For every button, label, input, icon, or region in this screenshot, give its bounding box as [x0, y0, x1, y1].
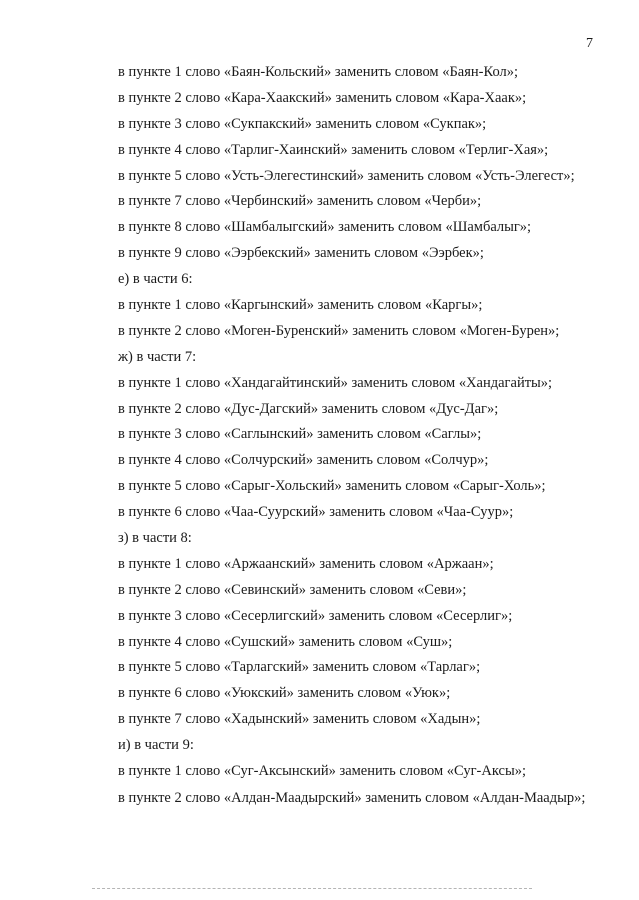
text-line: в пункте 7 слово «Хадынский» заменить словом «Хадын»;: [118, 711, 481, 728]
document-body: [84, 60, 594, 811]
text-line: в пункте 6 слово «Уюкский» заменить словом «Уюк»;: [118, 685, 451, 702]
text-line: в пункте 1 слово «Каргынский» заменить словом «Каргы»;: [118, 297, 483, 314]
section-heading: е) в части 6:: [118, 271, 193, 288]
section-heading: ж) в части 7:: [118, 348, 197, 365]
text-line: в пункте 5 слово «Усть-Элегестинский» заменить словом «Усть-Элегест»;: [118, 167, 575, 184]
text-line: в пункте 2 слово «Кара-Хаакский» заменить словом «Кара-Хаак»;: [118, 89, 527, 106]
text-line: в пункте 5 слово «Тарлагский» заменить словом «Тарлаг»;: [118, 659, 481, 676]
text-line: в пункте 1 слово «Суг-Аксынский» заменить словом «Суг-Аксы»;: [118, 763, 526, 780]
text-line: в пункте 1 слово «Хандагайтинский» заменить словом «Хандагайты»;: [118, 374, 553, 391]
text-line: в пункте 2 слово «Моген-Буренский» заменить словом «Моген-Бурен»;: [118, 322, 560, 339]
text-line: в пункте 5 слово «Сарыг-Хольский» заменить словом «Сарыг-Холь»;: [118, 478, 546, 495]
text-line: в пункте 1 слово «Баян-Кольский» заменить словом «Баян-Кол»;: [118, 64, 519, 80]
text-line: в пункте 2 слово «Севинский» заменить словом «Севи»;: [118, 581, 467, 598]
section-heading: з) в части 8:: [118, 530, 192, 547]
text-line: в пункте 9 слово «Ээрбекский» заменить словом «Ээрбек»;: [118, 245, 484, 262]
text-line: в пункте 4 слово «Сушский» заменить словом «Суш»;: [118, 633, 453, 650]
final-paragraph: в пункте 2 слово «Алдан-Маадырский» заменить словом «Алдан-Маадыр»;: [118, 789, 586, 806]
text-line: в пункте 1 слово «Аржаанский» заменить словом «Аржаан»;: [118, 555, 494, 572]
text-line: в пункте 3 слово «Сесерлигский» заменить словом «Сесерлиг»;: [118, 607, 513, 624]
text-line: в пункте 7 слово «Чербинский» заменить словом «Черби»;: [118, 193, 482, 210]
text-line: в пункте 8 слово «Шамбалыгский» заменить словом «Шамбалыг»;: [118, 219, 532, 236]
text-line: в пункте 4 слово «Солчурский» заменить словом «Солчур»;: [118, 452, 489, 469]
footer-rule: [92, 888, 532, 889]
section-heading: и) в части 9:: [118, 737, 194, 754]
page-number: 7: [586, 36, 593, 51]
text-line: в пункте 3 слово «Сукпакский» заменить словом «Сукпак»;: [118, 115, 487, 132]
text-line: в пункте 2 слово «Дус-Дагский» заменить словом «Дус-Даг»;: [118, 400, 499, 417]
text-line: в пункте 6 слово «Чаа-Суурский» заменить словом «Чаа-Суур»;: [118, 504, 514, 521]
text-line: в пункте 3 слово «Саглынский» заменить словом «Саглы»;: [118, 426, 482, 443]
text-line: в пункте 4 слово «Тарлиг-Хаинский» заменить словом «Терлиг-Хая»;: [118, 141, 549, 158]
